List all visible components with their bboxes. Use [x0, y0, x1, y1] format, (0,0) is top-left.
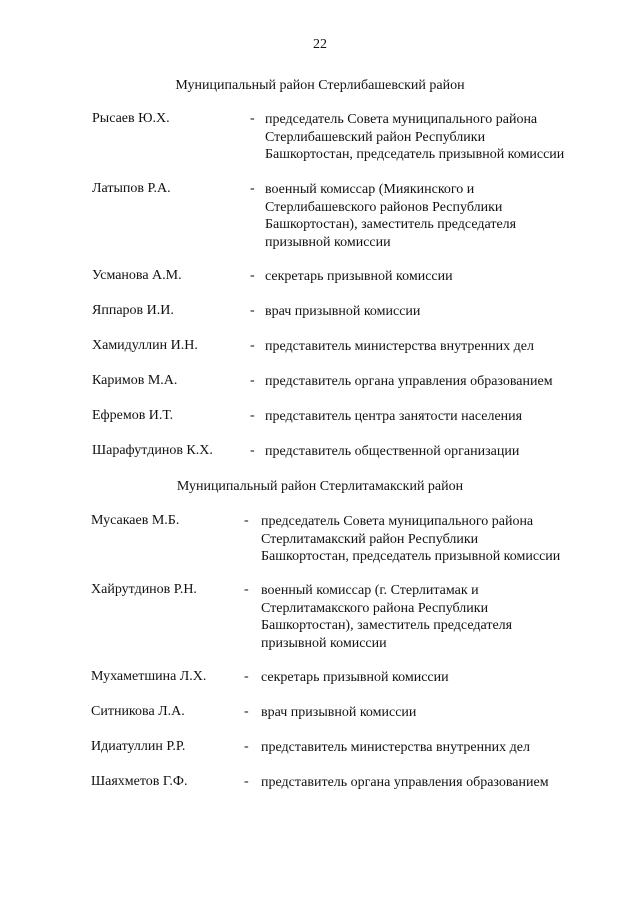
member-name: Ефремов И.Т.	[92, 408, 174, 423]
role-line: Стерлитамакский район Республики	[261, 531, 479, 547]
member-role	[261, 774, 549, 792]
member-name: Усманова А.М.	[92, 268, 182, 283]
dash-separator: -	[250, 181, 255, 196]
role-line: представитель органа управления образованием	[265, 374, 553, 389]
section-sterlitamaksky	[0, 479, 640, 495]
role-line: Стерлибашевский район Республики	[265, 129, 486, 145]
role-line: врач призывной комиссии	[265, 304, 421, 319]
dash-separator: -	[250, 408, 255, 423]
member-role	[265, 338, 534, 356]
role-line: представитель органа управления образованием	[261, 775, 549, 790]
member-role	[265, 268, 453, 286]
role-line: Башкортостан), заместитель председателя	[261, 618, 513, 633]
role-line: врач призывной комиссии	[261, 705, 417, 720]
member-name: Шаяхметов Г.Ф.	[91, 774, 188, 789]
member-name: Яппаров И.И.	[92, 303, 174, 318]
member-name: Идиатуллин Р.Р.	[91, 739, 186, 754]
role-line: Башкортостан, председатель призывной комиссии	[261, 549, 561, 564]
section-title: Муниципальный район Стерлибашевский район	[175, 78, 465, 93]
member-name: Ситникова Л.А.	[91, 704, 185, 719]
dash-separator: -	[250, 268, 255, 283]
role-line: призывной комиссии	[265, 234, 391, 250]
section-sterlibashevsky	[0, 78, 640, 94]
dash-separator: -	[244, 774, 249, 789]
member-name: Хамидуллин И.Н.	[92, 338, 198, 353]
member-role	[265, 181, 516, 251]
member-role	[265, 408, 522, 426]
dash-separator: -	[244, 669, 249, 684]
member-role	[265, 443, 519, 461]
section-title: Муниципальный район Стерлитамакский район	[176, 479, 464, 494]
role-line: военный комиссар (Миякинского и	[265, 182, 475, 197]
role-line: председатель Совета муниципального района	[261, 514, 534, 529]
dash-separator: -	[244, 704, 249, 719]
member-role	[265, 303, 420, 321]
member-role	[261, 739, 530, 757]
page-number: 22	[313, 37, 327, 52]
dash-separator: -	[250, 303, 255, 318]
member-name: Латыпов Р.А.	[92, 181, 171, 196]
role-line: военный комиссар (г. Стерлитамак и	[261, 583, 479, 598]
role-line: представитель министерства внутренних дел	[265, 339, 534, 354]
role-line: секретарь призывной комиссии	[265, 269, 453, 284]
dash-separator: -	[244, 582, 249, 597]
role-line: секретарь призывной комиссии	[261, 670, 449, 685]
member-role	[261, 669, 449, 687]
dash-separator: -	[250, 373, 255, 388]
member-name: Рысаев Ю.Х.	[92, 111, 170, 126]
member-role	[265, 111, 564, 164]
dash-separator: -	[244, 739, 249, 754]
dash-separator: -	[250, 111, 255, 126]
role-line: Башкортостан), заместитель председателя	[265, 217, 517, 232]
member-role	[261, 704, 416, 722]
member-role	[261, 513, 560, 566]
member-name: Мусакаев М.Б.	[91, 513, 180, 528]
role-line: Башкортостан, председатель призывной комиссии	[265, 147, 565, 162]
role-line: призывной комиссии	[261, 635, 387, 651]
member-role	[261, 582, 512, 652]
role-line: представитель министерства внутренних дел	[261, 740, 530, 755]
dash-separator: -	[244, 513, 249, 528]
role-line: председатель Совета муниципального района	[265, 112, 538, 127]
member-role	[265, 373, 553, 391]
dash-separator: -	[250, 443, 255, 458]
member-name: Шарафутдинов К.Х.	[92, 443, 213, 458]
member-name: Каримов М.А.	[92, 373, 178, 388]
member-name: Хайрутдинов Р.Н.	[91, 582, 197, 597]
role-line: Стерлитамакского района Республики	[261, 600, 489, 616]
role-line: представитель центра занятости населения	[265, 409, 523, 424]
member-name: Мухаметшина Л.Х.	[91, 669, 207, 684]
role-line: Стерлибашевского районов Республики	[265, 199, 503, 215]
role-line: представитель общественной организации	[265, 444, 520, 459]
dash-separator: -	[250, 338, 255, 353]
